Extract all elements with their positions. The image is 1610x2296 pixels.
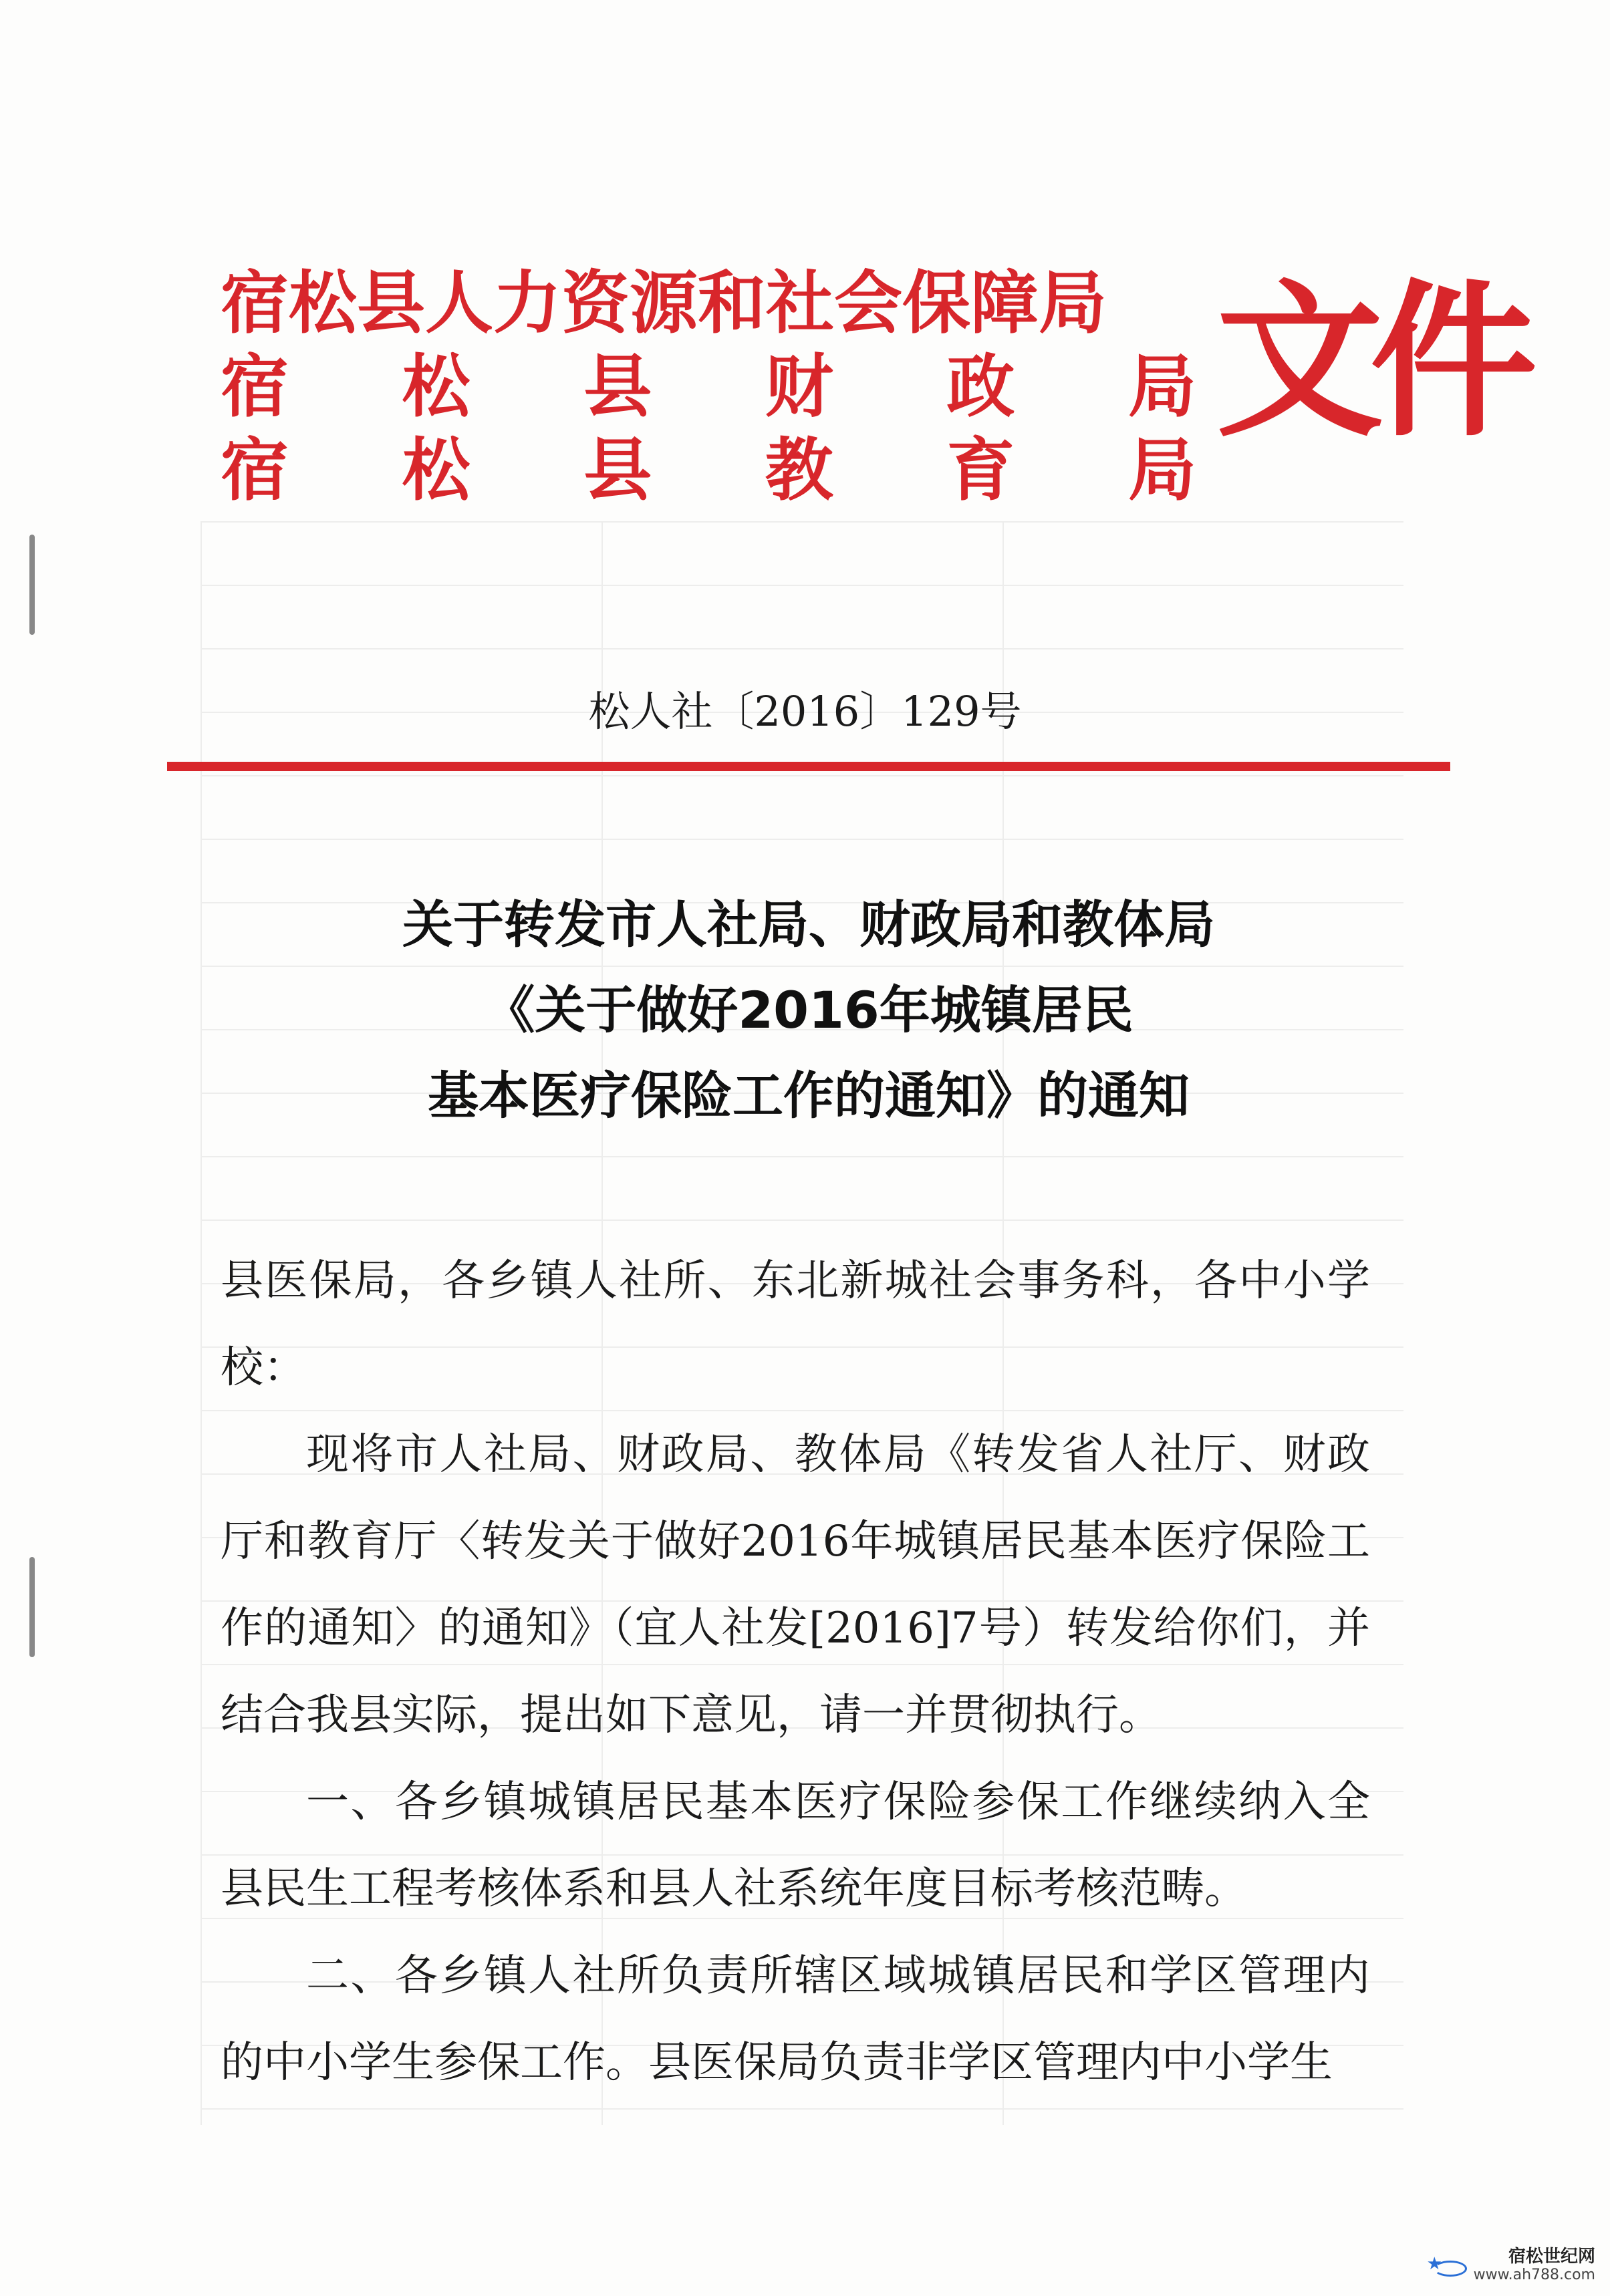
issuer-char: 政 bbox=[946, 347, 1015, 427]
issuer-char: 局 bbox=[1127, 347, 1196, 427]
issuer-char: 宿 bbox=[221, 347, 289, 427]
title-line: 关于转发市人社局、财政局和教体局 bbox=[402, 895, 1215, 954]
issuer-char: 县 bbox=[583, 431, 652, 511]
issuer-char: 县 bbox=[583, 347, 652, 427]
title-line: 基本医疗保险工作的通知》的通知 bbox=[428, 1066, 1190, 1125]
issuer-char: 宿 bbox=[221, 431, 289, 511]
issuer-char: 局 bbox=[1127, 431, 1196, 511]
issuer-line-finance bbox=[221, 347, 1196, 431]
doc-type-label: 文件 bbox=[1216, 263, 1524, 459]
issuer-line-education bbox=[221, 431, 1196, 515]
body-paragraph: 一、各乡镇城镇居民基本医疗保险参保工作继续纳入全县民生工程考核体系和县人社系统年度目标考核范畴。 bbox=[221, 1777, 1370, 1914]
staple bbox=[29, 1557, 35, 1657]
addressee: 县医保局，各乡镇人社所、东北新城社会事务科，各中小学校： bbox=[221, 1256, 1370, 1393]
body-paragraph: 二、各乡镇人社所负责所辖区域城镇居民和学区管理内的中小学生参保工作。县医保局负责非学区管理内中小学生 bbox=[221, 1951, 1370, 2088]
staple bbox=[29, 535, 35, 635]
issuer-line-hrss: 宿松县人力资源和社会保障局 bbox=[221, 264, 1107, 343]
issuer-char: 育 bbox=[946, 431, 1015, 511]
star-ring-logo-icon: ★ bbox=[1427, 2255, 1467, 2275]
issuer-block bbox=[221, 264, 1196, 515]
document-title bbox=[167, 882, 1450, 1139]
issuer-char: 教 bbox=[765, 431, 833, 511]
document-number: 松人社〔2016〕129号 bbox=[588, 687, 1022, 736]
body-paragraph: 现将市人社局、财政局、教体局《转发省人社厅、财政厅和教育厅〈转发关于做好2016年城镇居民基本医疗保险工作的通知〉的通知》（宜人社发[2016]7号）转发给你们，并结合我县实际，提出如下意见，请一并贯彻执行。 bbox=[221, 1430, 1370, 1740]
site-watermark bbox=[1427, 2247, 1595, 2284]
issuer-char: 松 bbox=[402, 431, 471, 511]
watermark-url: www.ah788.com bbox=[1473, 2267, 1595, 2283]
document-body bbox=[221, 1238, 1370, 2106]
red-divider bbox=[167, 762, 1450, 771]
title-line: 《关于做好2016年城镇居民 bbox=[484, 980, 1133, 1040]
issuer-char: 松 bbox=[402, 347, 471, 427]
issuer-char: 财 bbox=[765, 347, 833, 427]
watermark-site-name: 宿松世纪网 bbox=[1508, 2247, 1595, 2267]
